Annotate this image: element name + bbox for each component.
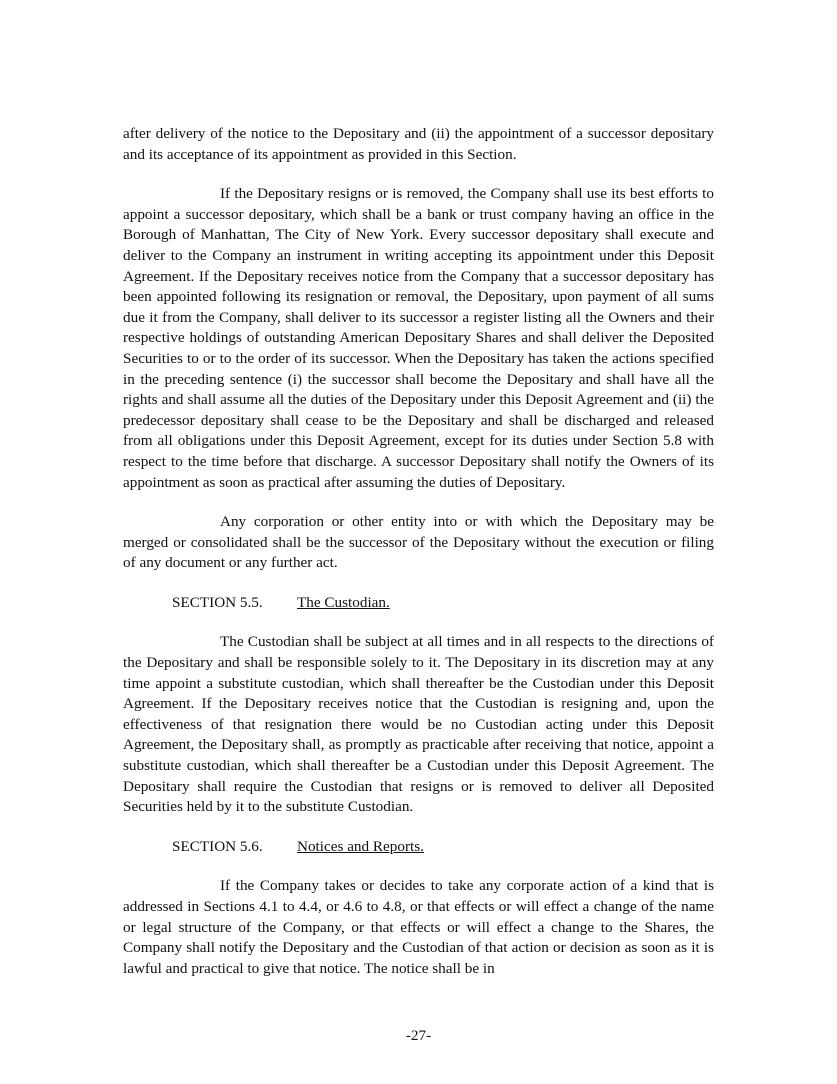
paragraph-successor-depositary: If the Depositary resigns or is removed, the Company shall use its best efforts to appoint a successor depositary, which shall be a bank or trust company having an office in the Borough of Manhattan, The City of New York. Every successor depositary shall execute and deliver to the Company an instrument in writing accepting its appointment under this Deposit Agreement. If the Depositary receives notice from the Company that a successor depositary has been appointed following its resignation or removal, the Depositary, upon payment of all sums due it from the Company, shall deliver to its successor a register listing all the Owners and their respective holdings of outstanding American Depositary Shares and shall deliver the Deposited Securities to or to the order of its successor. When the Depositary has taken the actions specified in the preceding sentence (i) the successor shall become the Depositary and shall have all the rights and shall assume all the duties of the Depositary under this Deposit Agreement and (ii) the predecessor depositary shall cease to be the Depositary and shall be discharged and released from all obligations under this Deposit Agreement, except for its duties under Section 5.8 with respect to the time before that discharge. A successor Depositary shall notify the Owners of its appointment as soon as practical after assuming the duties of Depositary. [123,185,714,491]
paragraph-continuation: after delivery of the notice to the Depositary and (ii) the appointment of a successor depositary and its acceptance of its appointment as provided in this Section. [123,125,714,163]
paragraph-merger: Any corporation or other entity into or with which the Depositary may be merged or consolidated shall be the successor of the Depositary without the execution or filing of any document or any further act. [123,513,714,572]
section-heading-5-6 [123,837,714,858]
section-number: SECTION 5.6. [172,837,263,855]
page-number: -27- [405,1027,432,1044]
section-heading-5-5 [123,593,714,614]
document-page [123,124,714,998]
paragraph-custodian: The Custodian shall be subject at all times and in all respects to the directions of the Depositary and shall be responsible solely to it. The Depositary in its discretion may at any time appoint a substitute custodian, which shall thereafter be the Custodian under this Deposit Agreement. If the Depositary receives notice that the Custodian is resigning and, upon the effectiveness of that resignation there would be no Custodian acting under this Deposit Agreement, the Depositary shall, as promptly as practicable after receiving that notice, appoint a substitute custodian, which shall thereafter be a Custodian under this Deposit Agreement. The Depositary shall require the Custodian that resigns or is removed to deliver all Deposited Securities held by it to the substitute Custodian. [123,633,714,816]
section-title: Notices and Reports. [297,837,424,855]
paragraph-notices: If the Company takes or decides to take any corporate action of a kind that is addressed in Sections 4.1 to 4.4, or 4.6 to 4.8, or that effects or will effect a change of the name or legal structure of the Company, or that effects or will effect a change to the Shares, the Company shall notify the Depositary and the Custodian of that action or decision as soon as it is lawful and practical to give that notice. The notice shall be in [123,877,714,977]
section-title: The Custodian. [297,593,390,611]
section-number: SECTION 5.5. [172,593,263,611]
